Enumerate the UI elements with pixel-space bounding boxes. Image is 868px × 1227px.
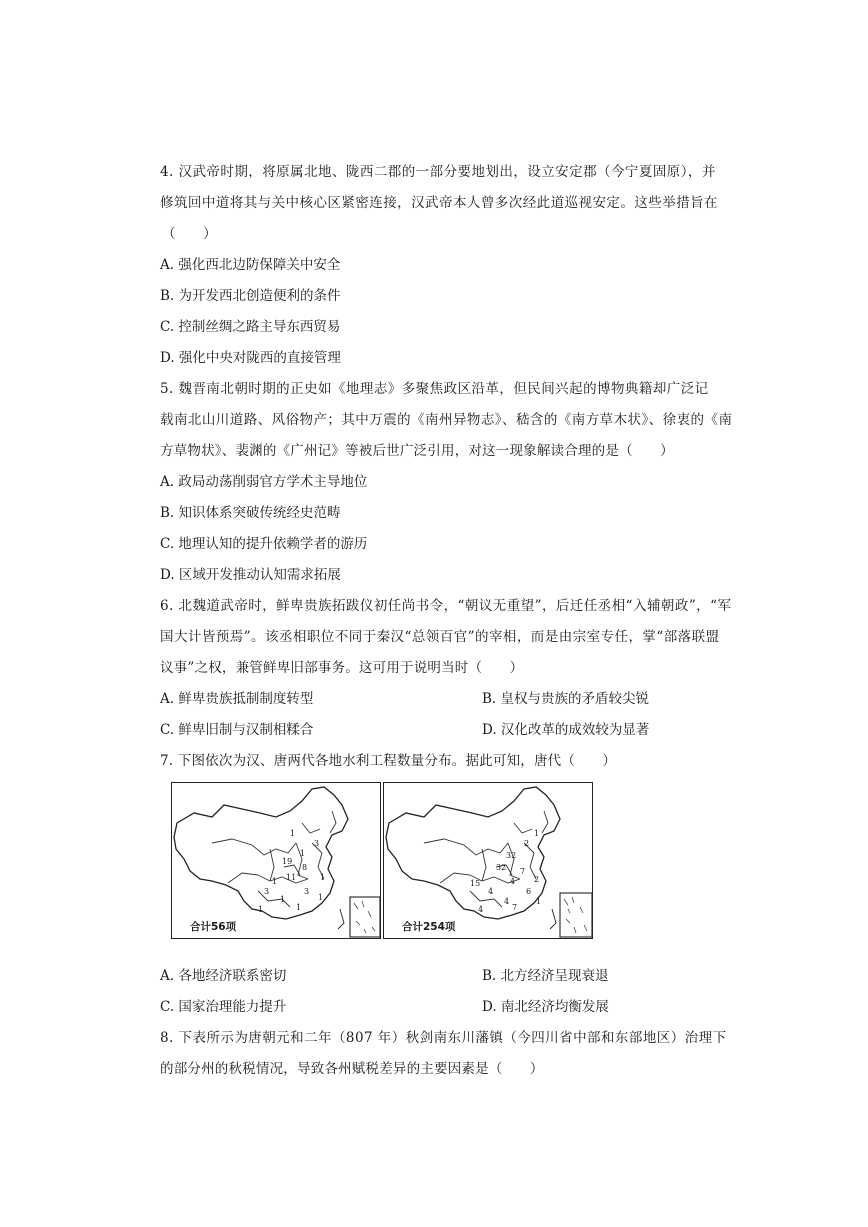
tang-region-count: 4	[504, 897, 510, 906]
han-water-projects-map	[171, 782, 381, 939]
han-region-count: 1	[318, 893, 324, 902]
han-region-count: 1	[290, 829, 296, 838]
q7-stem: 7. 下图依次为汉、唐两代各地水利工程数量分布。据此可知，唐代（ ）	[160, 753, 617, 769]
tang-region-count: 15	[470, 879, 481, 888]
tang-region-count: 4	[488, 887, 494, 896]
han-map-total: 合计56项	[190, 921, 237, 933]
han-region-count: 1	[258, 905, 264, 914]
tang-region-count: 1	[536, 897, 542, 906]
han-region-count: 1	[272, 877, 278, 886]
han-region-count: 3	[314, 839, 320, 848]
q6-option-b: B. 皇权与贵族的矛盾较尖锐	[482, 691, 650, 707]
q4-option-b: B. 为开发西北创造便利的条件	[160, 288, 341, 304]
q4-option-c: C. 控制丝绸之路主导东西贸易	[160, 319, 341, 335]
q5-option-d: D. 区域开发推动认知需求拓展	[160, 567, 341, 583]
han-region-count: 3	[264, 887, 270, 896]
q6-stem-line2: 国大计皆预焉”。该丞相职位不同于秦汉“总领百官”的宰相，而是由宗室专任，掌“部落联盟	[160, 629, 720, 645]
q8-stem-line2: 的部分州的秋税情况，导致各州赋税差异的主要因素是（ ）	[160, 1061, 544, 1077]
china-outline-map-tang	[384, 783, 593, 939]
q4-option-d: D. 强化中央对陇西的直接管理	[160, 350, 341, 366]
han-region-count: 3	[304, 887, 310, 896]
q5-option-a: A. 政局动荡削弱官方学术主导地位	[160, 474, 368, 490]
q4-answer-blank: （ ）	[162, 226, 217, 242]
q7-option-a: A. 各地经济联系密切	[160, 968, 287, 984]
tang-region-count: 7	[512, 903, 518, 912]
tang-region-count: 2	[524, 839, 530, 848]
q5-stem-line1: 5. 魏晋南北朝时期的正史如《地理志》多聚焦政区沿革，但民间兴起的博物典籍却广泛记	[160, 381, 709, 397]
q5-option-c: C. 地理认知的提升依赖学者的游历	[160, 536, 368, 552]
tang-region-count: 32	[496, 863, 507, 872]
han-region-count: 1	[296, 903, 302, 912]
q7-option-c: C. 国家治理能力提升	[160, 999, 287, 1015]
china-outline-map-han	[172, 783, 381, 939]
tang-region-count: 32	[506, 851, 517, 860]
q6-stem-line1: 6. 北魏道武帝时，鲜卑贵族拓跋仪初任尚书令，“朝议无重望”，后迁任丞相“入辅朝政”，“军	[160, 598, 732, 614]
q6-option-d: D. 汉化改革的成效较为显著	[482, 722, 650, 738]
han-region-count: 11	[286, 873, 297, 882]
q5-option-b: B. 知识体系突破传统经史范畴	[160, 505, 341, 521]
q4-stem-line1: 4. 汉武帝时期，将原属北地、陇西二郡的一部分要地划出，设立安定郡（今宁夏固原），并	[160, 164, 716, 180]
han-region-count: 19	[282, 857, 293, 866]
han-region-count: 1	[320, 873, 326, 882]
tang-water-projects-map	[383, 782, 593, 939]
tang-region-count: 4	[510, 877, 516, 886]
tang-region-count: 2	[534, 875, 540, 884]
han-region-count: 8	[302, 863, 308, 872]
tang-region-count: 4	[478, 905, 484, 914]
tang-region-count: 1	[534, 829, 540, 838]
tang-map-total: 合计254项	[402, 921, 456, 933]
q8-stem-line1: 8. 下表所示为唐朝元和二年（807 年）秋剑南东川藩镇（今四川省中部和东部地区）治理下	[160, 1030, 727, 1046]
q7-option-b: B. 北方经济呈现衰退	[482, 968, 609, 984]
tang-region-count: 7	[520, 867, 526, 876]
han-region-count: 1	[280, 895, 286, 904]
q5-stem-line2: 载南北山川道路、风俗物产；其中万震的《南州异物志》、嵇含的《南方草木状》、徐衷的《南	[160, 412, 733, 428]
q4-stem-line2: 修筑回中道将其与关中核心区紧密连接，汉武帝本人曾多次经此道巡视安定。这些举措旨在	[160, 195, 718, 211]
q6-option-a: A. 鲜卑贵族抵制制度转型	[160, 691, 314, 707]
q5-stem-line3: 方草物状》、裴渊的《广州记》等被后世广泛引用，对这一现象解读合理的是（ ）	[160, 443, 674, 459]
q6-option-c: C. 鲜卑旧制与汉制相糅合	[160, 722, 314, 738]
han-region-count: 1	[300, 849, 306, 858]
q4-option-a: A. 强化西北边防保障关中安全	[160, 257, 341, 273]
tang-region-count: 6	[526, 887, 532, 896]
q6-stem-line3: 议事”之权，兼管鲜卑旧部事务。这可用于说明当时（ ）	[160, 660, 524, 676]
q7-option-d: D. 南北经济均衡发展	[482, 999, 609, 1015]
q7-maps-figure	[171, 782, 592, 941]
